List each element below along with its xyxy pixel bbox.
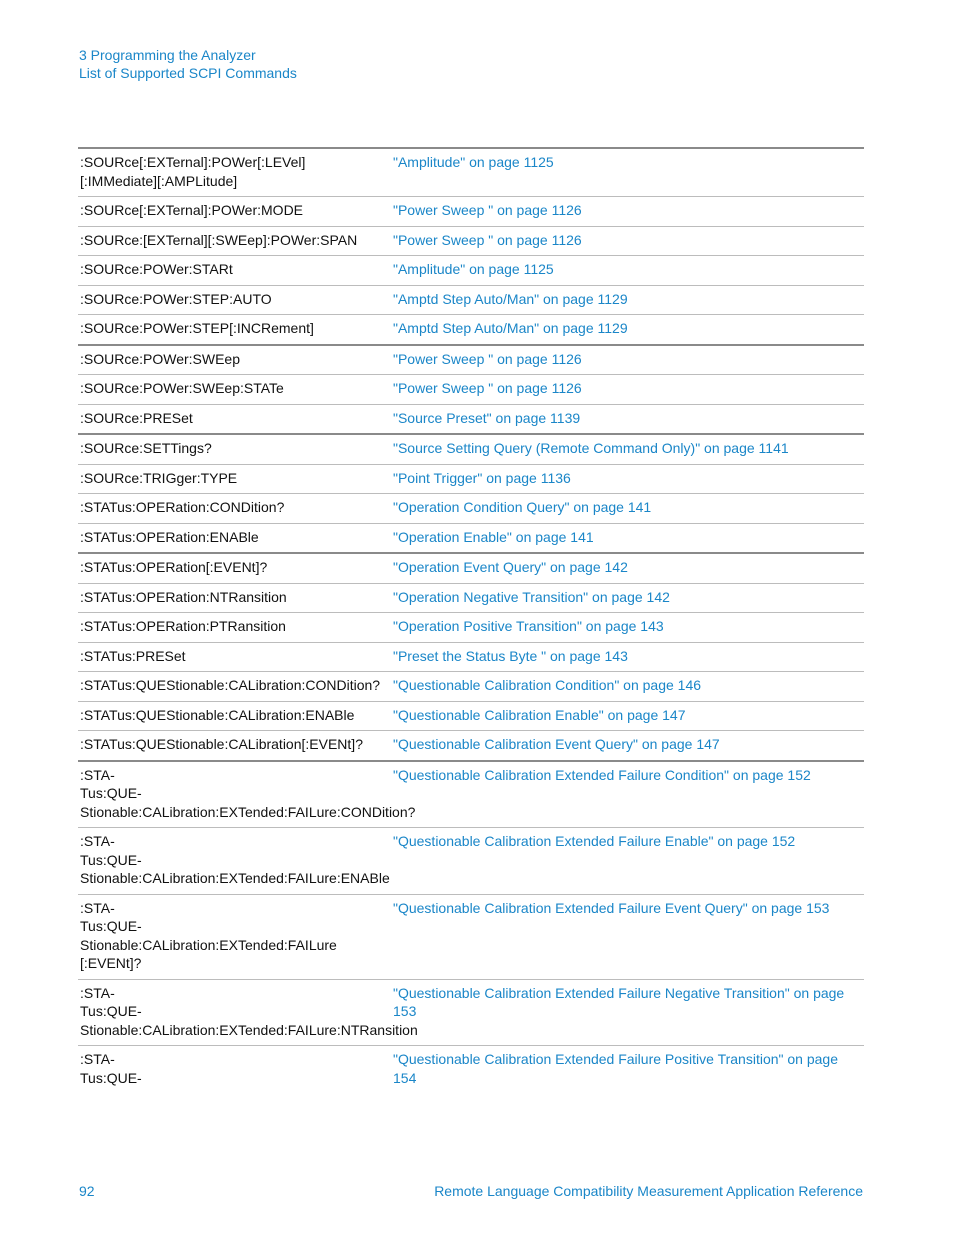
table-row	[78, 464, 864, 494]
document-title: Remote Language Compatibility Measurement Application Reference	[434, 1183, 863, 1199]
table-row	[78, 701, 864, 731]
table-row	[78, 761, 864, 828]
running-header	[79, 46, 297, 82]
table-row	[78, 523, 864, 553]
scpi-command-table	[78, 147, 864, 1093]
cross-reference-link[interactable]: "Source Preset" on page 1139	[391, 404, 864, 434]
table-row	[78, 315, 864, 345]
cross-reference-link[interactable]: "Amptd Step Auto/Man" on page 1129	[391, 285, 864, 315]
scpi-command: :STATus:OPERation[:EVENt]?	[78, 553, 391, 583]
table-row	[78, 494, 864, 524]
table-row	[78, 613, 864, 643]
table-row	[78, 197, 864, 227]
cross-reference-link[interactable]: "Questionable Calibration Enable" on page 147	[391, 701, 864, 731]
cross-reference-link[interactable]: "Power Sweep " on page 1126	[391, 226, 864, 256]
scpi-command: :SOURce:[EXTernal][:SWEep]:POWer:SPAN	[78, 226, 391, 256]
scpi-command: :SOURce:POWer:SWEep:STATe	[78, 375, 391, 405]
table-row	[78, 148, 864, 197]
scpi-command: :SOURce:PRESet	[78, 404, 391, 434]
scpi-command: :STATus:QUEStionable:CALibration[:EVENt]?	[78, 731, 391, 761]
scpi-command: :STATus:QUEStionable:CALibration:ENABle	[78, 701, 391, 731]
scpi-command: :SOURce:TRIGger:TYPE	[78, 464, 391, 494]
cross-reference-link[interactable]: "Power Sweep " on page 1126	[391, 345, 864, 375]
scpi-command: :STA- Tus:QUE- Stionable:CALibration:EXTended:FAILure:CONDition?	[78, 761, 391, 828]
scpi-command: :SOURce:POWer:STEP[:INCRement]	[78, 315, 391, 345]
scpi-command: :STATus:OPERation:CONDition?	[78, 494, 391, 524]
cross-reference-link[interactable]: "Questionable Calibration Extended Failure Condition" on page 152	[391, 761, 864, 828]
table-row	[78, 285, 864, 315]
page-number: 92	[79, 1183, 95, 1199]
table-row	[78, 731, 864, 761]
cross-reference-link[interactable]: "Operation Negative Transition" on page 142	[391, 583, 864, 613]
command-table-body	[78, 148, 864, 1093]
table-row	[78, 894, 864, 979]
cross-reference-link[interactable]: "Operation Positive Transition" on page 143	[391, 613, 864, 643]
cross-reference-link[interactable]: "Operation Enable" on page 141	[391, 523, 864, 553]
table-row	[78, 672, 864, 702]
table-row	[78, 828, 864, 895]
table-row	[78, 583, 864, 613]
scpi-command: :SOURce:POWer:SWEep	[78, 345, 391, 375]
table-row	[78, 1046, 864, 1094]
scpi-command: :STATus:PRESet	[78, 642, 391, 672]
cross-reference-link[interactable]: "Amplitude" on page 1125	[391, 148, 864, 197]
table-row	[78, 226, 864, 256]
cross-reference-link[interactable]: "Source Setting Query (Remote Command Only)" on page 1141	[391, 434, 864, 464]
table-row	[78, 553, 864, 583]
scpi-command: :STATus:OPERation:ENABle	[78, 523, 391, 553]
scpi-command: :SOURce[:EXTernal]:POWer:MODE	[78, 197, 391, 227]
cross-reference-link[interactable]: "Questionable Calibration Condition" on page 146	[391, 672, 864, 702]
table-row	[78, 404, 864, 434]
section-title: List of Supported SCPI Commands	[79, 65, 297, 81]
cross-reference-link[interactable]: "Power Sweep " on page 1126	[391, 197, 864, 227]
scpi-command: :SOURce:POWer:STEP:AUTO	[78, 285, 391, 315]
scpi-command: :STATus:QUEStionable:CALibration:CONDition?	[78, 672, 391, 702]
table-row	[78, 375, 864, 405]
scpi-command: :STA- Tus:QUE- Stionable:CALibration:EXTended:FAILure:ENABle	[78, 828, 391, 895]
scpi-command: :STA- Tus:QUE- Stionable:CALibration:EXTended:FAILure:NTRansition	[78, 979, 391, 1046]
scpi-command: :SOURce:POWer:STARt	[78, 256, 391, 286]
cross-reference-link[interactable]: "Operation Event Query" on page 142	[391, 553, 864, 583]
cross-reference-link[interactable]: "Operation Condition Query" on page 141	[391, 494, 864, 524]
table-row	[78, 345, 864, 375]
chapter-title: 3 Programming the Analyzer	[79, 47, 256, 63]
table-row	[78, 979, 864, 1046]
cross-reference-link[interactable]: "Questionable Calibration Extended Failure Enable" on page 152	[391, 828, 864, 895]
scpi-command: :STATus:OPERation:PTRansition	[78, 613, 391, 643]
cross-reference-link[interactable]: "Power Sweep " on page 1126	[391, 375, 864, 405]
cross-reference-link[interactable]: "Amplitude" on page 1125	[391, 256, 864, 286]
cross-reference-link[interactable]: "Questionable Calibration Extended Failure Negative Transition" on page 153	[391, 979, 864, 1046]
scpi-command: :SOURce[:EXTernal]:POWer[:LEVel] [:IMMediate][:AMPLitude]	[78, 148, 391, 197]
scpi-command: :STATus:OPERation:NTRansition	[78, 583, 391, 613]
cross-reference-link[interactable]: "Questionable Calibration Extended Failure Event Query" on page 153	[391, 894, 864, 979]
table-row	[78, 434, 864, 464]
cross-reference-link[interactable]: "Questionable Calibration Extended Failure Positive Transition" on page 154	[391, 1046, 864, 1094]
cross-reference-link[interactable]: "Questionable Calibration Event Query" on page 147	[391, 731, 864, 761]
table-row	[78, 642, 864, 672]
scpi-command: :STA- Tus:QUE- Stionable:CALibration:EXTended:FAILure [:EVENt]?	[78, 894, 391, 979]
scpi-command: :SOURce:SETTings?	[78, 434, 391, 464]
scpi-command: :STA- Tus:QUE-	[78, 1046, 391, 1094]
cross-reference-link[interactable]: "Amptd Step Auto/Man" on page 1129	[391, 315, 864, 345]
table-row	[78, 256, 864, 286]
cross-reference-link[interactable]: "Preset the Status Byte " on page 143	[391, 642, 864, 672]
cross-reference-link[interactable]: "Point Trigger" on page 1136	[391, 464, 864, 494]
